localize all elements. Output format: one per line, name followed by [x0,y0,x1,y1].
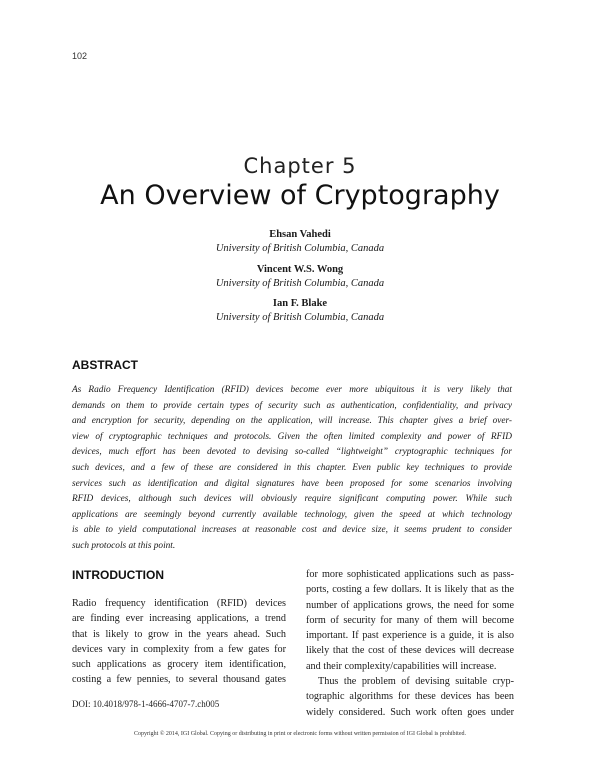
body-line: that is likely to grow in the years ahead. Such [72,628,286,640]
body-line: ports, costing a few dollars. It is likely that as the [306,584,514,596]
body-line: number of applications grows, the need for some [306,599,514,611]
body-line: tographic algorithms for these devices has been [306,691,514,703]
abstract-heading: ABSTRACT [72,358,138,372]
abstract-line: As Radio Frequency Identification (RFID) devices become ever more ubiquitous it is very likely that [72,385,512,395]
abstract-body [72,383,512,555]
chapter-title: An Overview of Cryptography [100,180,500,211]
abstract-line: such devices, and a few of these are considered in this chapter. Even public key techniques to provide [72,462,512,473]
abstract-line: applications are seemingly beyond currently available technology, given the speed at which technology [72,509,512,520]
abstract-line: devices, much effort has been devoted to devising so-called “lightweight” cryptographic techniques for [72,447,512,458]
body-line: devices vary in complexity from a few gates for [72,643,286,655]
body-line: Thus the problem of devising suitable cryp- [318,676,514,688]
body-line: widely considered. Such work often goes under [306,706,514,718]
author-name: Vincent W.S. Wong [256,264,344,275]
copyright-notice: Copyright © 2014, IGI Global. Copying or distributing in print or electronic forms without written permission of IGI Global is prohibited. [133,731,466,737]
body-line: such applications as grocery item identification, [72,659,286,671]
author-name: Ian F. Blake [272,298,328,309]
introduction-right-column [306,567,514,720]
abstract-line: view of cryptographic techniques and protocols. Given the often limited complexity and power of RFID [72,431,512,442]
author-affiliation: University of British Columbia, Canada [215,278,385,289]
page-number: 102 [72,51,88,61]
body-line: and their complexity/capabilities will increase. [306,660,497,672]
abstract-line: and encryption for security, depending on the application, will increase. This chapter gives a brief over- [72,416,512,427]
body-line: likely that the cost of these devices will decrease [306,645,514,657]
author-name: Ehsan Vahedi [269,229,331,240]
body-line: for more sophisticated applications such as pass- [306,569,514,580]
introduction-left-column [72,596,286,688]
abstract-line: services such as identification and digital signatures have been proposed for some scenarios involving [72,478,512,489]
abstract-line: demands on them to provide certain types of security such as authentication, confidentiality, and privacy [72,400,512,411]
abstract-line: is able to yield computational increases at reasonable cost and device size, it seems prudent to consider [72,525,512,536]
doi: DOI: 10.4018/978-1-4666-4707-7.ch005 [72,699,220,709]
author-block [0,263,600,290]
introduction-heading: INTRODUCTION [72,568,164,582]
body-line: are finding ever increasing applications, a trend [72,613,286,625]
abstract-line: RFID devices, although such devices will obviously require significant computing power. While such [72,494,512,505]
body-line: Radio frequency identification (RFID) devices [72,598,286,609]
author-affiliation: University of British Columbia, Canada [215,243,385,254]
author-affiliation: University of British Columbia, Canada [215,312,385,323]
author-block [0,297,600,324]
abstract-line: such protocols at this point. [72,540,176,551]
body-line: important. If past experience is a guide, it is also [306,630,514,642]
body-line: costing a few pennies, to several thousand gates [72,674,286,686]
author-block [0,228,600,255]
body-line: form of security for many of them will become [306,614,514,626]
chapter-label: Chapter 5 [243,154,357,178]
